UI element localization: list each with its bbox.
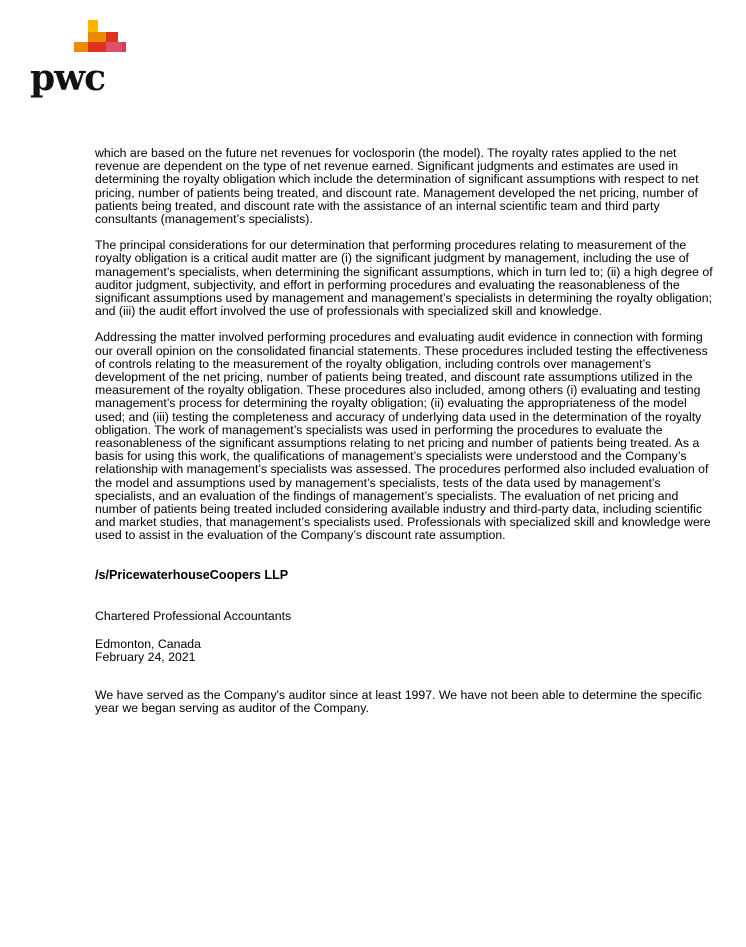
paragraph-model-description: which are based on the future net revenues for voclosporin (the model). The royalty rates applied to the net revenue are dependent on the type of net revenue earned. Significant judgments and estimates are used in determining the royalty obligation which include the determination of significant assumptions with respect to net pricing, number of patients being treated, and discount rate. Management developed the net pricing, number of patients being treated, and discount rate with the assistance of an internal scientific team and third party consultants (management’s specialists). [95, 146, 699, 227]
auditor-role: Chartered Professional Accountants [95, 608, 292, 623]
pwc-logo-mark [30, 18, 130, 58]
report-date: February 24, 2021 [95, 650, 196, 665]
pwc-logo [30, 18, 130, 98]
report-location: Edmonton, Canada [95, 637, 201, 652]
pwc-wordmark: pwc [30, 57, 106, 99]
auditor-signature: /s/PricewaterhouseCoopers LLP [95, 567, 289, 582]
report-body [95, 147, 715, 715]
paragraph-audit-procedures: Addressing the matter involved performing procedures and evaluating audit evidence in connection with forming our overall opinion on the consolidated financial statements. These procedures included testing the effectiveness of controls relating to the measurement of the royalty obligation, including controls over management’s development of the net pricing, number of patients being treated, and discount rate assumptions utilized in the measurement of the royalty obligation. These procedures also included, among others (i) evaluating and testing management’s process for determining the royalty obligation; (ii) evaluating the appropriateness of the model used; and (iii) testing the completeness and accuracy of underlying data used in the determination of the royalty obligation. The work of management’s specialists was used in performing the procedures to evaluate the reasonableness of the significant assumptions relating to net pricing and number of patients being treated. As a basis for using this work, the qualifications of management’s specialists were understood and the Company’s relationship with management’s specialists was assessed. The procedures performed also included evaluation of the model and assumptions used by management’s specialists, tests of the data used by management’s specialists, and an evaluation of the findings of management’s specialists. The evaluation of net pricing and number of patients being treated included considering available industry and third-party data, including scientific and market studies, that management’s specialists used. Professionals with specialized skill and knowledge were used to assist in the evaluation of the Company’s discount rate assumption. [95, 330, 711, 543]
paragraph-principal-considerations: The principal considerations for our determination that performing procedures relating to measurement of the royalty obligation is a critical audit matter are (i) the significant judgment by management, including the use of management’s specialists, when determining the significant assumptions, which in turn led to; (ii) a high degree of auditor judgment, subjectivity, and effort in performing procedures and evaluating the reasonableness of the significant assumptions used by management and management’s specialists in determining the royalty obligation; and (iii) the audit effort involved the use of professionals with specialized skill and knowledge. [95, 238, 713, 319]
auditor-tenure-statement: We have served as the Company's auditor since at least 1997. We have not been able to determine the specific year we began serving as auditor of the Company. [95, 687, 702, 715]
